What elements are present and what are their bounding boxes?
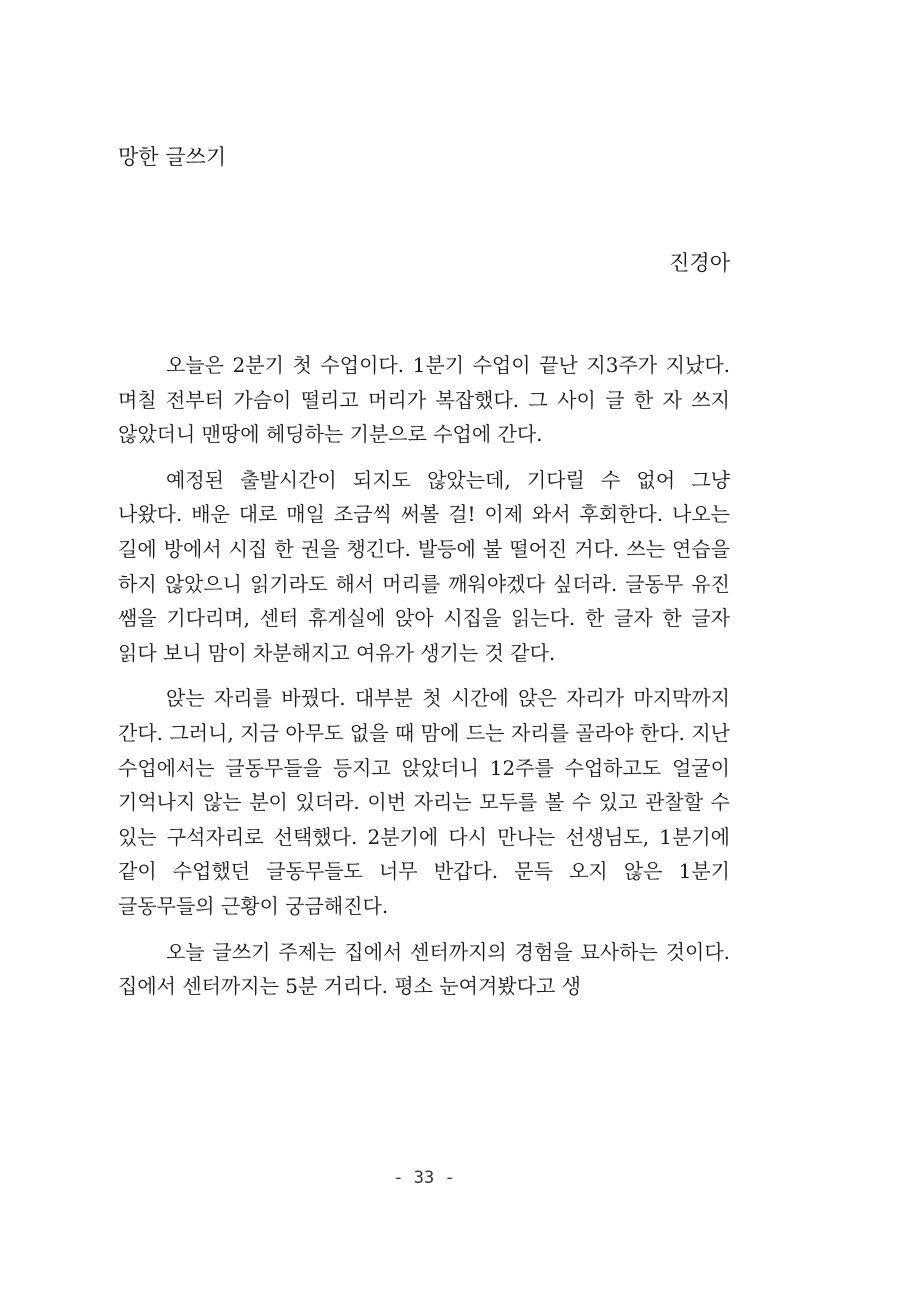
document-title: 망한 글쓰기 bbox=[118, 145, 227, 169]
paragraph-3: 앉는 자리를 바꿨다. 대부분 첫 시간에 앉은 자리가 마지막까지 간다. 그러니, 지금 아무도 없을 때 맘에 드는 자리를 골라야 한다. 지난 수업에서는 글동무들을 등지고 앉았더니 12주를 수업하고도 얼굴이 기억나지 않는 분이 있더라. 이번 자리는 모두를 볼 수 있고 관찰할 수 있는 구석자리로 선택했다. 2분기에 다시 만나는 선생님도, 1분기에 같이 수업했던 글동무들도 너무 반갑다. 문득 오지 않은 1분기 글동무들의 근황이 궁금해진다. bbox=[118, 686, 730, 918]
paragraph-2: 예정된 출발시간이 되지도 않았는데, 기다릴 수 없어 그냥 나왔다. 배운 대로 매일 조금씩 써볼 걸! 이제 와서 후회한다. 나오는 길에 방에서 시집 한 권을 챙긴다. 발등에 불 떨어진 거다. 쓰는 연습을 하지 않았으니 읽기라도 해서 머리를 깨워야겠다 싶더라. 글동무 유진 쌤을 기다리며, 센터 휴게실에 앉아 시집을 읽는다. 한 글자 한 글자 읽다 보니 맘이 차분해지고 여유가 생기는 것 같다. bbox=[118, 467, 730, 665]
paragraph-1: 오늘은 2분기 첫 수업이다. 1분기 수업이 끝난 지3주가 지났다. 며칠 전부터 가슴이 떨리고 머리가 복잡했다. 그 사이 글 한 자 쓰지 않았더니 맨땅에 헤딩하는 기분으로 수업에 간다. bbox=[118, 353, 730, 447]
page-number: - 33 - bbox=[393, 1168, 455, 1188]
body-text bbox=[118, 348, 730, 1015]
paragraph-4: 오늘 글쓰기 주제는 집에서 센터까지의 경험을 묘사하는 것이다. 집에서 센터까지는 5분 거리다. 평소 눈여겨봤다고 생 bbox=[118, 939, 730, 999]
author-name: 진경아 bbox=[669, 251, 730, 275]
